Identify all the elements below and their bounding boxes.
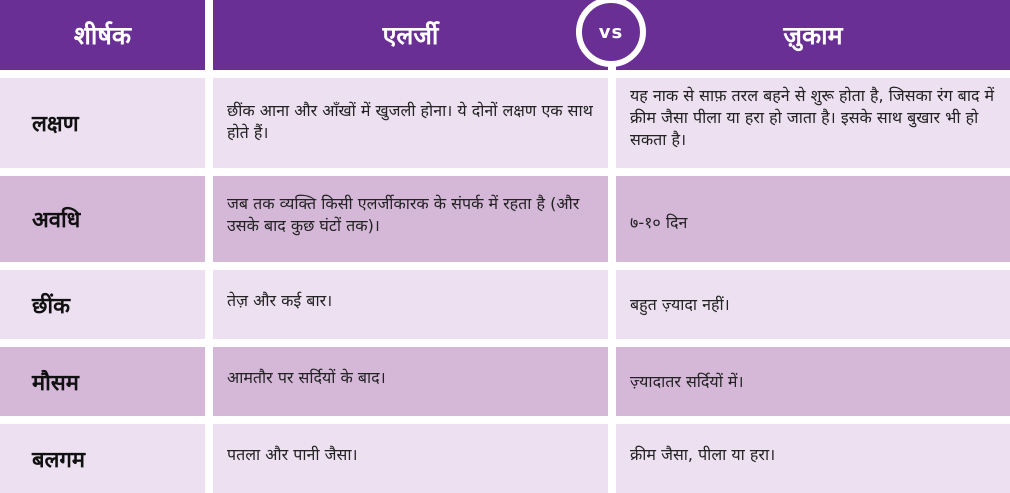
- header-cold-label: ज़ुकाम: [783, 21, 843, 50]
- cell-text: पतला और पानी जैसा।: [227, 445, 358, 464]
- row-label-mucus: [0, 424, 205, 493]
- cell-text: ज़्यादातर सर्दियों में।: [630, 372, 744, 391]
- row-label-symptoms: [0, 78, 205, 168]
- vs-label: vs: [598, 21, 624, 43]
- header-col-allergy: [213, 0, 608, 70]
- row-allergy-mucus: [213, 424, 608, 493]
- header-title-label: शीर्षक: [73, 21, 132, 50]
- cell-text: आमतौर पर सर्दियों के बाद।: [227, 368, 386, 387]
- row-cold-symptoms: [616, 78, 1010, 168]
- row-cold-sneeze: [616, 270, 1010, 339]
- vs-badge: [576, 0, 646, 67]
- cell-text: बहुत ज़्यादा नहीं।: [630, 295, 730, 314]
- cell-text: ७-१० दिन: [630, 213, 688, 232]
- cell-text: जब तक व्यक्ति किसी एलर्जीकारक के संपर्क में रहता है (और उसके बाद कुछ घंटों तक)।: [227, 194, 580, 235]
- row-label-text: अवधि: [32, 208, 81, 233]
- row-label-season: [0, 347, 205, 416]
- cell-text: यह नाक से साफ़ तरल बहने से शुरू होता है, जिसका रंग बाद में क्रीम जैसा पीला या हरा हो जाता है। इसके साथ बुखार भी हो सकता है।: [630, 86, 995, 149]
- header-col-title: [0, 0, 205, 70]
- row-allergy-symptoms: [213, 78, 608, 168]
- cell-text: क्रीम जैसा, पीला या हरा।: [630, 445, 776, 464]
- row-allergy-sneeze: [213, 270, 608, 339]
- row-label-sneeze: [0, 270, 205, 339]
- cell-text: छींक आना और आँखों में खुजली होना। ये दोनों लक्षण एक साथ होते हैं।: [227, 101, 593, 142]
- row-cold-season: [616, 347, 1010, 416]
- row-label-text: बलगम: [32, 447, 86, 473]
- row-label-text: मौसम: [32, 370, 79, 396]
- header-col-cold: [616, 0, 1010, 70]
- row-label-duration: [0, 176, 205, 262]
- row-allergy-season: [213, 347, 608, 416]
- cell-text: तेज़ और कई बार।: [227, 291, 333, 310]
- row-allergy-duration: [213, 176, 608, 262]
- row-label-text: लक्षण: [32, 112, 79, 137]
- header-allergy-label: एलर्जी: [382, 21, 439, 50]
- row-cold-duration: [616, 176, 1010, 262]
- row-cold-mucus: [616, 424, 1010, 493]
- row-label-text: छींक: [32, 293, 71, 319]
